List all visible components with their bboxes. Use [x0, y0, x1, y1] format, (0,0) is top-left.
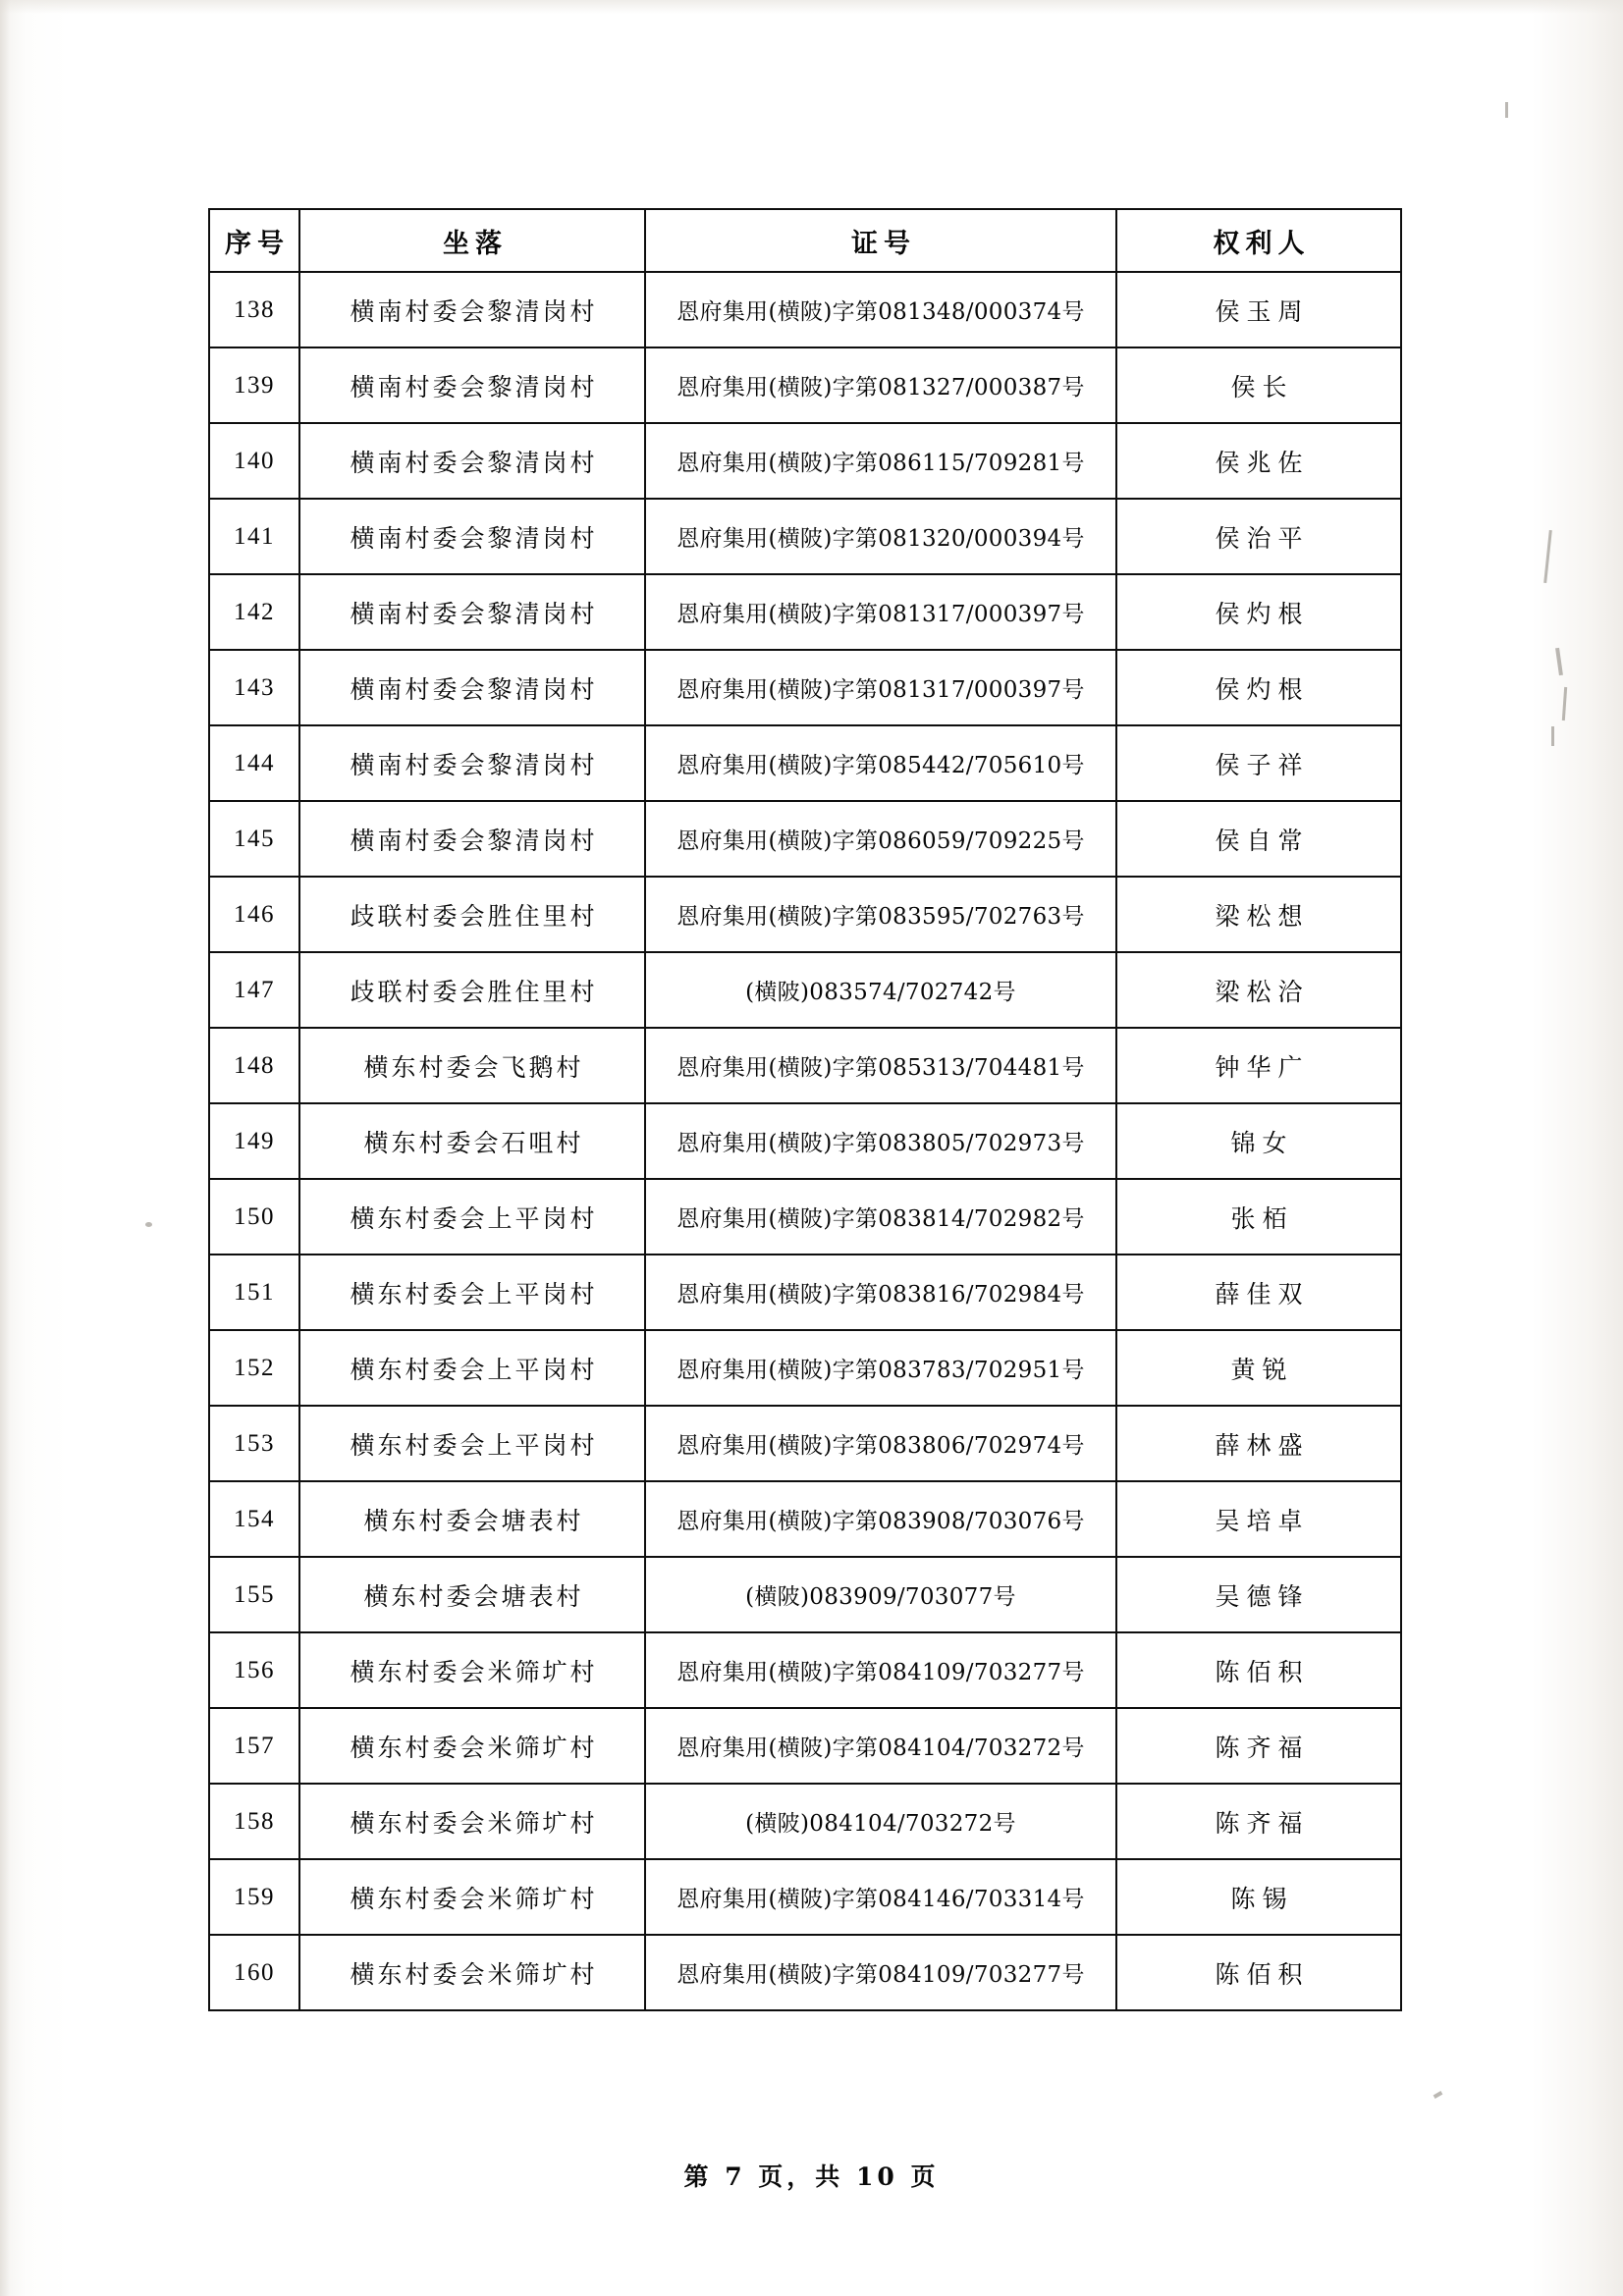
table-row — [209, 1557, 1401, 1632]
cell-certificate-number: 恩府集用(横陂)字第085313/704481号 — [645, 1028, 1116, 1103]
column-header-right-holder: 权利人 — [1116, 209, 1401, 272]
cell-location: 横东村委会米筛圹村 — [299, 1859, 645, 1935]
cell-location: 歧联村委会胜住里村 — [299, 877, 645, 952]
cell-serial-number: 140 — [209, 423, 299, 499]
cell-right-holder: 吴培卓 — [1116, 1481, 1401, 1557]
cell-serial-number: 150 — [209, 1179, 299, 1255]
cell-right-holder: 侯子祥 — [1116, 725, 1401, 801]
cell-certificate-number: 恩府集用(横陂)字第083814/702982号 — [645, 1179, 1116, 1255]
table-row — [209, 1406, 1401, 1481]
cell-right-holder: 侯兆佐 — [1116, 423, 1401, 499]
cell-location: 横南村委会黎清岗村 — [299, 650, 645, 725]
cell-serial-number: 138 — [209, 272, 299, 347]
cell-right-holder: 吴德锋 — [1116, 1557, 1401, 1632]
table-row — [209, 1028, 1401, 1103]
cell-right-holder: 侯玉周 — [1116, 272, 1401, 347]
cell-serial-number: 154 — [209, 1481, 299, 1557]
cell-serial-number: 144 — [209, 725, 299, 801]
cell-serial-number: 151 — [209, 1255, 299, 1330]
cell-right-holder: 侯治平 — [1116, 499, 1401, 574]
table-row — [209, 574, 1401, 650]
cell-location: 横东村委会米筛圹村 — [299, 1708, 645, 1784]
cell-serial-number: 142 — [209, 574, 299, 650]
cell-right-holder: 张栢 — [1116, 1179, 1401, 1255]
cell-certificate-number: 恩府集用(横陂)字第083783/702951号 — [645, 1330, 1116, 1406]
cell-right-holder: 薛佳双 — [1116, 1255, 1401, 1330]
cell-serial-number: 160 — [209, 1935, 299, 2010]
cell-certificate-number: 恩府集用(横陂)字第081320/000394号 — [645, 499, 1116, 574]
cell-location: 横东村委会塘表村 — [299, 1481, 645, 1557]
cell-right-holder: 陈佰积 — [1116, 1632, 1401, 1708]
cell-location: 横南村委会黎清岗村 — [299, 499, 645, 574]
cell-certificate-number: 恩府集用(横陂)字第083805/702973号 — [645, 1103, 1116, 1179]
cell-right-holder: 侯长 — [1116, 347, 1401, 423]
cell-certificate-number: 恩府集用(横陂)字第084146/703314号 — [645, 1859, 1116, 1935]
cell-location: 横东村委会米筛圹村 — [299, 1632, 645, 1708]
cell-right-holder: 陈齐福 — [1116, 1708, 1401, 1784]
table-row — [209, 1859, 1401, 1935]
cell-certificate-number: 恩府集用(横陂)字第084109/703277号 — [645, 1632, 1116, 1708]
cell-right-holder: 钟华广 — [1116, 1028, 1401, 1103]
cell-certificate-number: 恩府集用(横陂)字第084109/703277号 — [645, 1935, 1116, 2010]
cell-certificate-number: 恩府集用(横陂)字第081348/000374号 — [645, 272, 1116, 347]
cell-certificate-number: 恩府集用(横陂)字第081327/000387号 — [645, 347, 1116, 423]
table-row — [209, 347, 1401, 423]
cell-certificate-number: 恩府集用(横陂)字第084104/703272号 — [645, 1708, 1116, 1784]
cell-certificate-number: 恩府集用(横陂)字第086059/709225号 — [645, 801, 1116, 877]
table-header — [209, 209, 1401, 272]
cell-right-holder: 陈齐福 — [1116, 1784, 1401, 1859]
cell-serial-number: 143 — [209, 650, 299, 725]
cell-location: 横南村委会黎清岗村 — [299, 574, 645, 650]
cell-serial-number: 157 — [209, 1708, 299, 1784]
cell-right-holder: 陈佰积 — [1116, 1935, 1401, 2010]
table-row — [209, 1935, 1401, 2010]
cell-right-holder: 侯自常 — [1116, 801, 1401, 877]
cell-serial-number: 155 — [209, 1557, 299, 1632]
cell-serial-number: 149 — [209, 1103, 299, 1179]
table-row — [209, 1330, 1401, 1406]
registry-table-container — [208, 208, 1400, 2011]
cell-serial-number: 139 — [209, 347, 299, 423]
cell-right-holder: 锦女 — [1116, 1103, 1401, 1179]
scan-edge-shadow-top — [0, 0, 1623, 14]
scan-speck — [1555, 648, 1563, 675]
table-body — [209, 272, 1401, 2010]
cell-location: 横东村委会上平岗村 — [299, 1406, 645, 1481]
table-row — [209, 650, 1401, 725]
cell-right-holder: 梁松想 — [1116, 877, 1401, 952]
cell-location: 横东村委会塘表村 — [299, 1557, 645, 1632]
cell-location: 横南村委会黎清岗村 — [299, 347, 645, 423]
scan-speck — [1505, 102, 1508, 118]
cell-serial-number: 141 — [209, 499, 299, 574]
scan-edge-shadow-left — [0, 0, 10, 2296]
column-header-certificate-number: 证号 — [645, 209, 1116, 272]
cell-serial-number: 152 — [209, 1330, 299, 1406]
cell-certificate-number: (横陂)083909/703077号 — [645, 1557, 1116, 1632]
cell-location: 横东村委会上平岗村 — [299, 1255, 645, 1330]
cell-right-holder: 黄锐 — [1116, 1330, 1401, 1406]
cell-location: 横东村委会米筛圹村 — [299, 1935, 645, 2010]
cell-certificate-number: (横陂)084104/703272号 — [645, 1784, 1116, 1859]
scan-speck — [1562, 687, 1567, 721]
cell-certificate-number: 恩府集用(横陂)字第081317/000397号 — [645, 650, 1116, 725]
cell-location: 横南村委会黎清岗村 — [299, 725, 645, 801]
table-header-row — [209, 209, 1401, 272]
cell-certificate-number: 恩府集用(横陂)字第081317/000397号 — [645, 574, 1116, 650]
cell-serial-number: 146 — [209, 877, 299, 952]
cell-serial-number: 156 — [209, 1632, 299, 1708]
cell-certificate-number: 恩府集用(横陂)字第086115/709281号 — [645, 423, 1116, 499]
cell-location: 歧联村委会胜住里村 — [299, 952, 645, 1028]
cell-location: 横东村委会石咀村 — [299, 1103, 645, 1179]
cell-serial-number: 153 — [209, 1406, 299, 1481]
table-row — [209, 1481, 1401, 1557]
table-row — [209, 877, 1401, 952]
page-footer: 第 7 页，共 10 页 — [683, 2163, 940, 2191]
cell-location: 横东村委会上平岗村 — [299, 1179, 645, 1255]
cell-serial-number: 159 — [209, 1859, 299, 1935]
cell-certificate-number: 恩府集用(横陂)字第083806/702974号 — [645, 1406, 1116, 1481]
cell-serial-number: 158 — [209, 1784, 299, 1859]
table-row — [209, 1632, 1401, 1708]
table-row — [209, 1255, 1401, 1330]
cell-certificate-number: (横陂)083574/702742号 — [645, 952, 1116, 1028]
cell-certificate-number: 恩府集用(横陂)字第083816/702984号 — [645, 1255, 1116, 1330]
table-row — [209, 423, 1401, 499]
cell-right-holder: 侯灼根 — [1116, 574, 1401, 650]
table-row — [209, 801, 1401, 877]
scan-speck — [145, 1222, 152, 1227]
cell-right-holder: 薛林盛 — [1116, 1406, 1401, 1481]
cell-serial-number: 148 — [209, 1028, 299, 1103]
table-row — [209, 1708, 1401, 1784]
cell-certificate-number: 恩府集用(横陂)字第085442/705610号 — [645, 725, 1116, 801]
cell-location: 横南村委会黎清岗村 — [299, 423, 645, 499]
cell-serial-number: 145 — [209, 801, 299, 877]
table-row — [209, 272, 1401, 347]
column-header-location: 坐落 — [299, 209, 645, 272]
cell-serial-number: 147 — [209, 952, 299, 1028]
table-row — [209, 499, 1401, 574]
table-row — [209, 1179, 1401, 1255]
cell-location: 横东村委会上平岗村 — [299, 1330, 645, 1406]
scan-speck — [1434, 2091, 1443, 2099]
table-row — [209, 725, 1401, 801]
cell-right-holder: 侯灼根 — [1116, 650, 1401, 725]
cell-right-holder: 陈锡 — [1116, 1859, 1401, 1935]
column-header-serial-number: 序号 — [209, 209, 299, 272]
registry-table — [208, 208, 1402, 2011]
cell-location: 横东村委会飞鹅村 — [299, 1028, 645, 1103]
cell-location: 横南村委会黎清岗村 — [299, 272, 645, 347]
cell-location: 横南村委会黎清岗村 — [299, 801, 645, 877]
cell-certificate-number: 恩府集用(横陂)字第083595/702763号 — [645, 877, 1116, 952]
table-row — [209, 952, 1401, 1028]
cell-location: 横东村委会米筛圹村 — [299, 1784, 645, 1859]
scan-speck — [1551, 726, 1554, 746]
scan-speck — [1543, 530, 1552, 583]
cell-right-holder: 梁松洽 — [1116, 952, 1401, 1028]
cell-certificate-number: 恩府集用(横陂)字第083908/703076号 — [645, 1481, 1116, 1557]
table-row — [209, 1103, 1401, 1179]
table-row — [209, 1784, 1401, 1859]
